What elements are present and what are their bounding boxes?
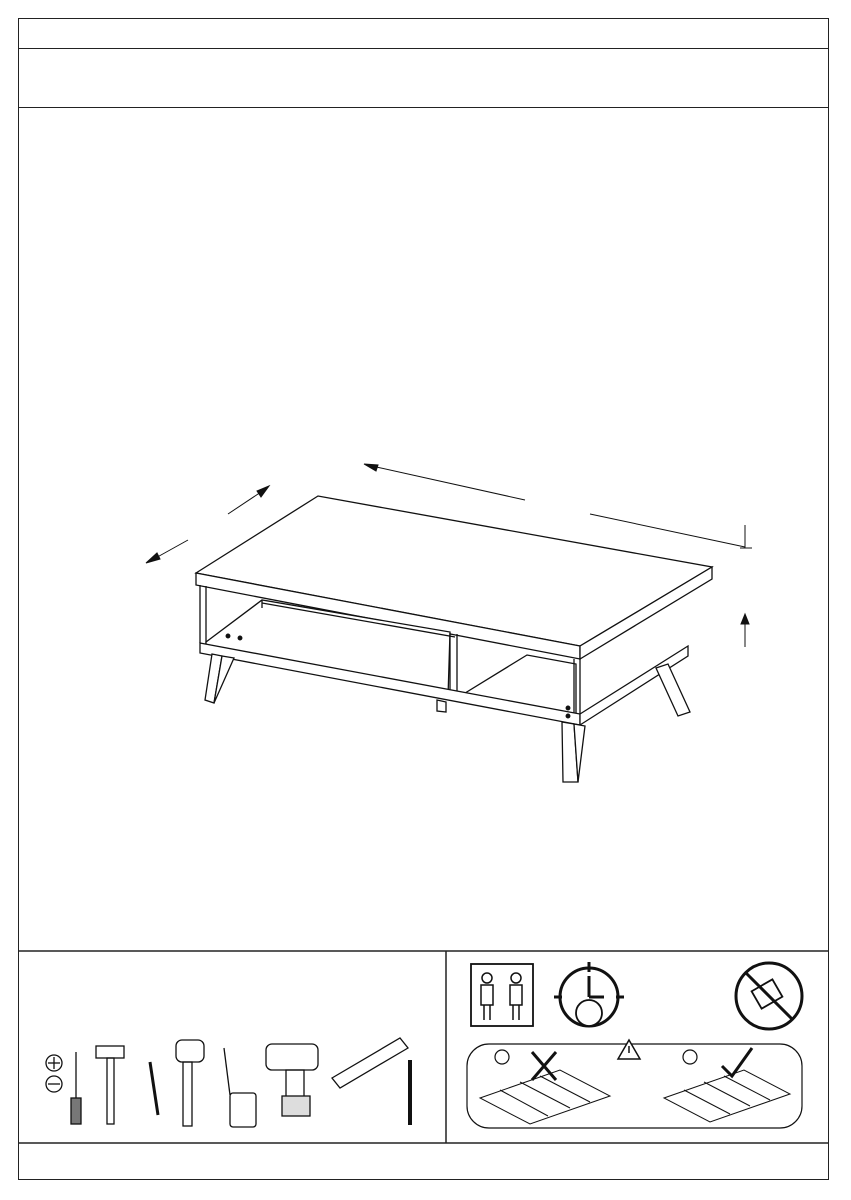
coffee-table-drawing	[196, 496, 712, 782]
tape-measure-icon	[224, 1048, 256, 1127]
drill-icon	[266, 1044, 318, 1116]
clock-icon	[554, 962, 624, 1026]
happy-face-icon	[683, 1050, 697, 1064]
mallet-icon	[176, 1040, 204, 1126]
nail-icon	[150, 1062, 158, 1115]
warning-icon	[618, 1040, 640, 1059]
sad-face-icon	[495, 1050, 509, 1064]
tools-illustrations	[46, 1038, 410, 1127]
hammer-icon	[96, 1046, 124, 1124]
table-leg	[656, 664, 690, 716]
no-hammer-icon	[736, 963, 802, 1029]
spirit-level-icon	[332, 1038, 408, 1088]
wrong-handling-illustration	[480, 1052, 610, 1124]
plus-screwdriver-icon	[46, 1055, 62, 1071]
